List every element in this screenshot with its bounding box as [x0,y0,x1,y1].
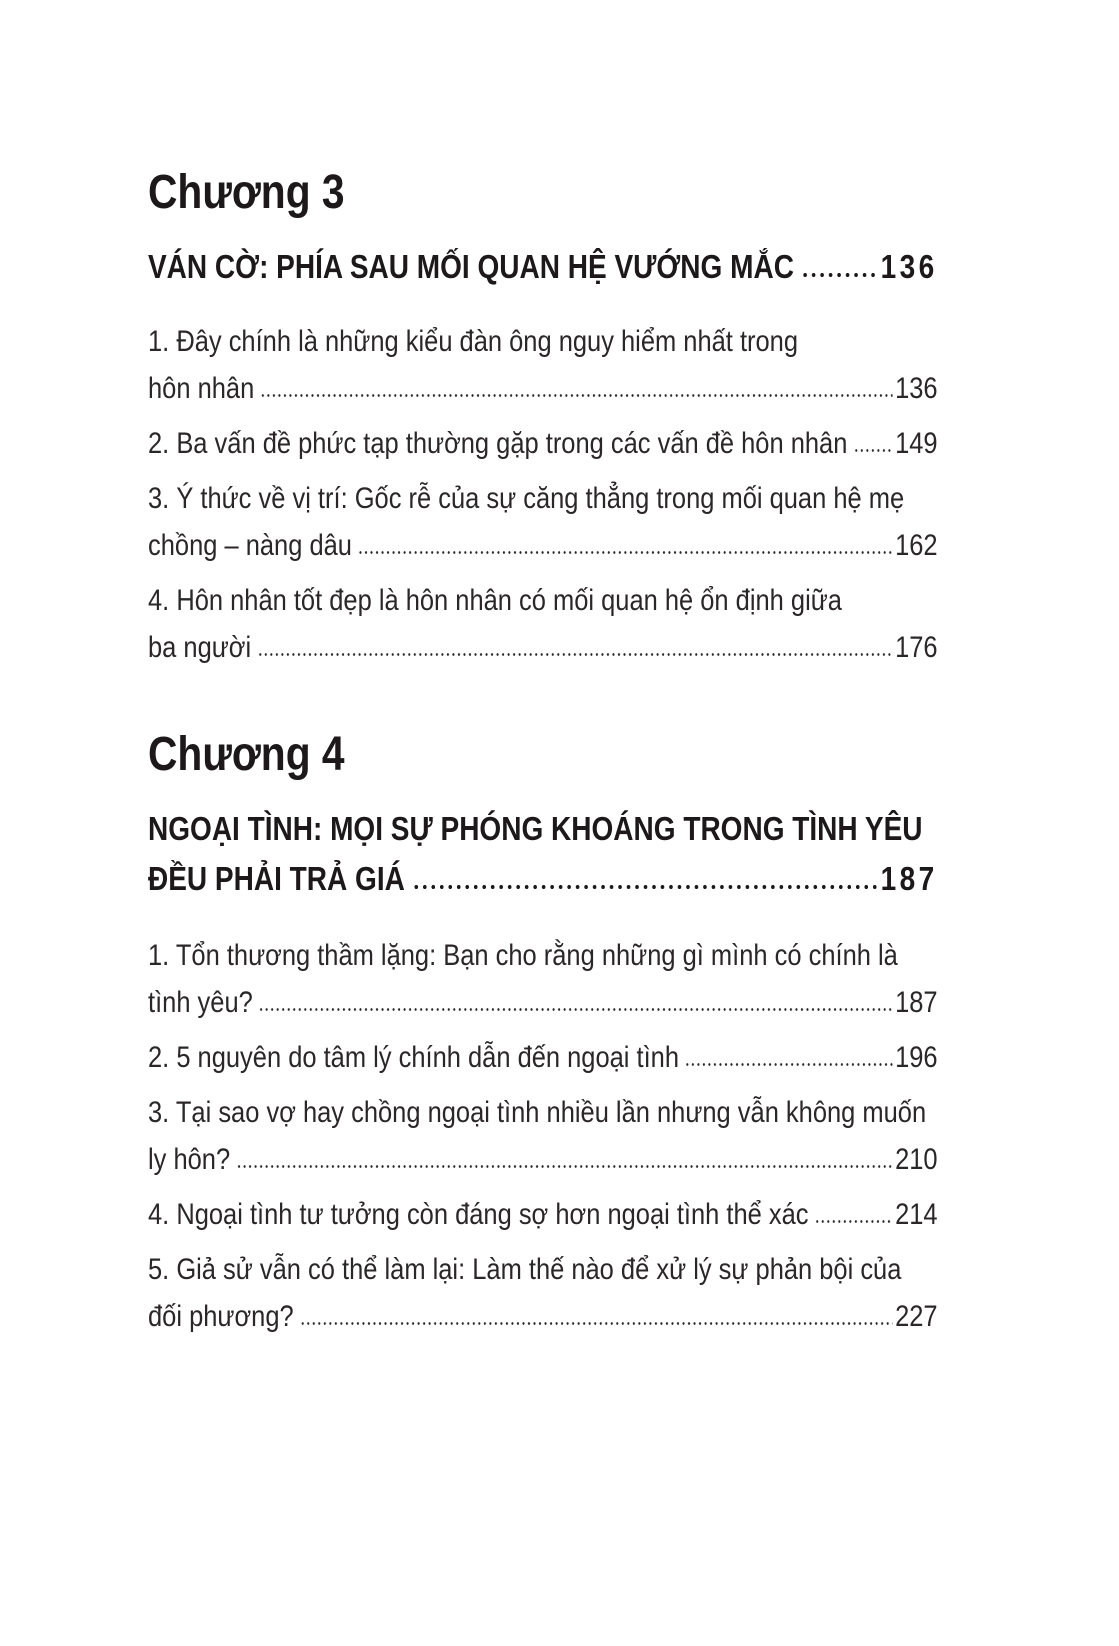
dot-leader [814,1219,892,1224]
chapter-heading: Chương 4 [148,728,345,781]
toc-entry-text: 1. Tổn thương thầm lặng: Bạn cho rằng những gì mình có chính là [148,939,898,972]
dot-leader [358,550,893,555]
page-number: 214 [895,1198,938,1231]
toc-entry [148,420,938,467]
toc-entry-text-continuation: ly hôn? [148,1143,231,1176]
chapter-page-number: 187 [880,860,938,897]
toc-entry-text-continuation: đối phương? [148,1300,294,1333]
chapter-title-row [148,242,938,292]
toc-entry [148,577,938,671]
chapter-title-row [148,854,938,904]
dot-leader [257,652,892,657]
dot-leader [300,1321,893,1326]
page-number: 196 [895,1041,938,1074]
dot-leader [236,1164,892,1169]
toc-entry-text: 5. Giả sử vẫn có thể làm lại: Làm thế nào để xử lý sự phản bội của [148,1253,902,1286]
toc-entry-text-continuation: chồng – nàng dâu [148,529,352,562]
page-number: 227 [895,1300,938,1333]
dot-leader [801,272,879,278]
chapter-heading: Chương 3 [148,166,345,219]
toc-entry-text: 4. Ngoại tình tư tưởng còn đáng sợ hơn ngoại tình thể xác [148,1198,809,1231]
toc-entry [148,1246,938,1340]
chapter-title-text-continuation: ĐỀU PHẢI TRẢ GIÁ [148,860,405,897]
toc-entry-text: 3. Ý thức về vị trí: Gốc rễ của sự căng thẳng trong mối quan hệ mẹ [148,482,905,515]
chapter-title-text: NGOẠI TÌNH: MỌI SỰ PHÓNG KHOÁNG TRONG TÌNH YÊU [148,810,923,847]
page-number: 176 [895,631,938,664]
chapter-3-entries [148,318,938,671]
toc-entry-text: 3. Tại sao vợ hay chồng ngoại tình nhiều lần nhưng vẫn không muốn [148,1096,927,1129]
dot-leader [853,448,892,453]
toc-entry-text-continuation: hôn nhân [148,372,255,405]
toc-entry [148,1191,938,1238]
toc-entry [148,475,938,569]
toc-entry-text: 4. Hôn nhân tốt đẹp là hôn nhân có mối quan hệ ổn định giữa [148,584,842,617]
chapter-page-number: 136 [880,248,938,285]
chapter-3-section [148,165,938,671]
toc-entry-text-continuation: tình yêu? [148,986,253,1019]
toc-entry-text: 1. Đây chính là những kiểu đàn ông nguy hiểm nhất trong [148,325,799,358]
toc-entry-text: 2. 5 nguyên do tâm lý chính dẫn đến ngoại tình [148,1041,680,1074]
toc-entry [148,1034,938,1081]
toc-entry-text: 2. Ba vấn đề phức tạp thường gặp trong các vấn đề hôn nhân [148,427,848,460]
page-number: 136 [895,372,938,405]
chapter-4-entries [148,932,938,1340]
toc-entry [148,1089,938,1183]
page-number: 162 [895,529,938,562]
toc-content [148,165,938,1348]
chapter-title [148,804,938,904]
chapter-title [148,242,938,292]
toc-entry-text-continuation: ba người [148,631,252,664]
dot-leader [259,1007,893,1012]
page-number: 149 [895,427,938,460]
toc-entry [148,932,938,1026]
chapter-4-section [148,727,938,1340]
dot-leader [412,884,879,890]
toc-entry [148,318,938,412]
page-number: 210 [895,1143,938,1176]
dot-leader [260,393,892,398]
dot-leader [685,1062,893,1067]
chapter-title-text: VÁN CỜ: PHÍA SAU MỐI QUAN HỆ VƯỚNG MẮC [148,248,794,285]
page-number: 187 [895,986,938,1019]
